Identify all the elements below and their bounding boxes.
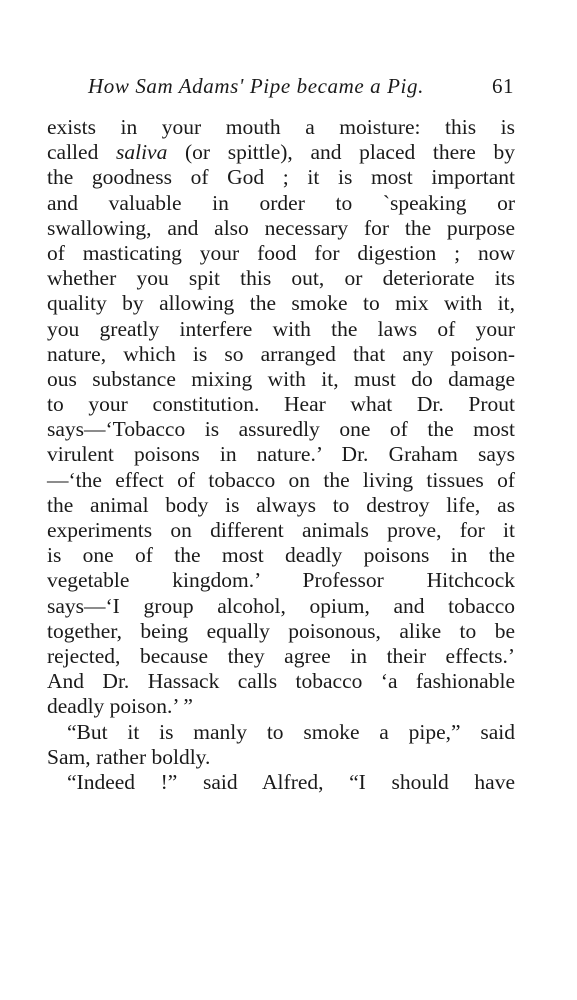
text-line: says—‘I group alcohol, opium, and tobacco [47,593,515,618]
text-line: vegetable kingdom.’ Professor Hitchcock [47,568,515,593]
text-line: together, being equally poisonous, alike to be [47,618,515,643]
text-line: rejected, because they agree in their effects.’ [47,643,515,668]
text-line: to your constitution. Hear what Dr. Prout [47,392,515,417]
running-title: How Sam Adams' Pipe became a Pig. [88,74,424,98]
text-line: deadly poison.’ ” [47,694,193,719]
text-line: is one of the most deadly poisons in the [47,543,515,568]
text-line: “Indeed !” said Alfred, “I should have [67,769,515,794]
text-line: quality by allowing the smoke to mix with it, [47,291,515,316]
text-line: virulent poisons in nature.’ Dr. Graham says [47,442,515,467]
text-line: nature, which is so arranged that any poison- [47,341,515,366]
text-line: And Dr. Hassack calls tobacco ‘a fashionable [47,669,515,694]
text-line: the animal body is always to destroy life, as [47,492,515,517]
text-line: ous substance mixing with it, must do damage [47,366,515,391]
text-line: experiments on different animals prove, for it [47,518,515,542]
text-line: whether you spit this out, or deteriorate its [47,266,515,291]
text-line: swallowing, and also necessary for the purpose [47,215,515,240]
text-line: says—‘Tobacco is assuredly one of the most [47,417,515,442]
text-line: called saliva (or spittle), and placed there by [47,140,515,165]
running-header [88,72,518,100]
page-number: 61 [492,74,514,98]
text-line: and valuable in order to `speaking or [47,190,515,215]
text-line: —‘the effect of tobacco on the living tissues of [47,467,515,492]
body-text [47,115,515,795]
text-line: exists in your mouth a moisture: this is [47,115,515,139]
text-line: you greatly interfere with the laws of your [47,316,515,341]
text-line: Sam, rather boldly. [47,744,211,769]
text-line: “But it is manly to smoke a pipe,” said [67,719,515,744]
text-line: the goodness of God ; it is most important [47,165,515,190]
emphasis-saliva: saliva [115,140,168,165]
text-line: of masticating your food for digestion ; now [47,240,515,265]
